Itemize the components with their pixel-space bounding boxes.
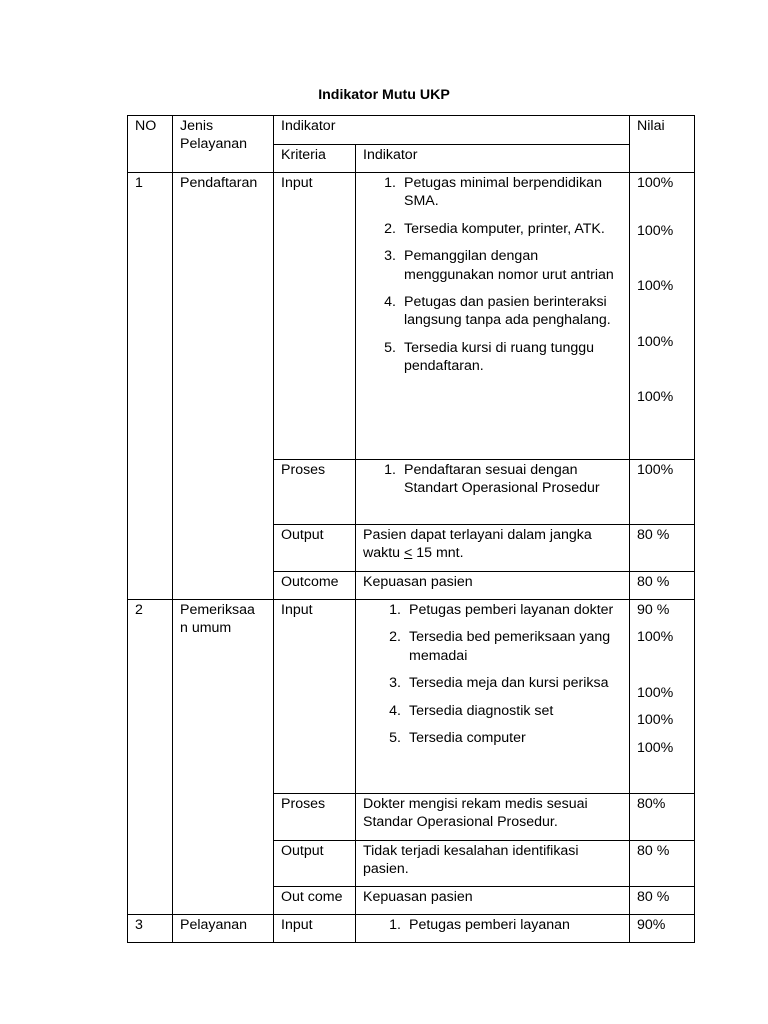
row-kriteria: Input xyxy=(274,173,356,460)
row-jenis: Pelayanan xyxy=(173,915,274,943)
row-no: 1 xyxy=(128,173,173,600)
list-item: 1. Petugas minimal berpendidikan SMA. xyxy=(384,175,602,210)
row-no: 3 xyxy=(128,915,173,943)
row-kriteria: Proses xyxy=(274,794,356,841)
list-item: 3. Pemanggilan dengan menggunakan nomor urut antrian xyxy=(384,248,614,283)
less-equal-symbol: < xyxy=(404,545,413,562)
row-nilai: 80 % xyxy=(630,572,695,600)
row-nilai: 80 % xyxy=(630,525,695,572)
header-nilai: Nilai xyxy=(630,116,695,173)
row-jenis: Pemeriksaa n umum xyxy=(173,600,274,915)
row-indikator-list xyxy=(356,915,630,943)
list-item: 5. Tersedia computer xyxy=(389,730,526,747)
row-nilai: 80 % xyxy=(630,887,695,915)
row-kriteria: Outcome xyxy=(274,572,356,600)
header-indikator: Indikator xyxy=(356,145,630,173)
row-nilai: 80% xyxy=(630,794,695,841)
row-nilai: 80 % xyxy=(630,841,695,887)
header-row xyxy=(128,116,695,145)
row-nilai: 100% 100% 100% 100% 100% xyxy=(630,173,695,460)
header-indikator-group: Indikator xyxy=(274,116,630,145)
list-item: 2. Tersedia komputer, printer, ATK. xyxy=(384,220,605,237)
row-kriteria: Out come xyxy=(274,887,356,915)
row-nilai: 90% xyxy=(630,915,695,943)
row-indikator-list xyxy=(356,173,630,460)
row-indikator: Dokter mengisi rekam medis sesuai Standar Operasional Prosedur. xyxy=(356,794,630,841)
row-nilai: 90 % 100% 100% 100% 100% xyxy=(630,600,695,794)
header-jenis-pelayanan: Jenis Pelayanan xyxy=(173,116,274,173)
document-title: Indikator Mutu UKP xyxy=(318,87,450,103)
table-row xyxy=(128,173,695,460)
row-indikator: Tidak terjadi kesalahan identifikasi pasien. xyxy=(356,841,630,887)
row-no: 2 xyxy=(128,600,173,915)
row-kriteria: Input xyxy=(274,915,356,943)
row-indikator: Kepuasan pasien xyxy=(356,887,630,915)
list-item: 1. Petugas pemberi layanan xyxy=(389,917,570,933)
list-item: 3. Tersedia meja dan kursi periksa xyxy=(389,675,609,692)
list-item: 4. Petugas dan pasien berinteraksi langsung tanpa ada penghalang. xyxy=(384,294,611,329)
row-indikator-list xyxy=(356,460,630,525)
list-item: 5. Tersedia kursi di ruang tunggu pendaftaran. xyxy=(384,339,595,375)
list-item: 2. Tersedia bed pemeriksaan yang memadai xyxy=(389,629,611,664)
table-row xyxy=(128,600,695,794)
list-item: 1. Pendaftaran sesuai dengan Standart Operasional Prosedur xyxy=(384,462,600,497)
row-kriteria: Proses xyxy=(274,460,356,525)
header-kriteria: Kriteria xyxy=(274,145,356,173)
indicator-table xyxy=(127,115,695,943)
row-indikator-list xyxy=(356,600,630,794)
row-indikator: Pasien dapat terlayani dalam jangka waktu < 15 mnt. xyxy=(356,525,630,572)
row-jenis: Pendaftaran xyxy=(173,173,274,600)
row-nilai: 100% xyxy=(630,460,695,525)
list-item: 1. Petugas pemberi layanan dokter xyxy=(389,602,614,618)
row-kriteria: Output xyxy=(274,525,356,572)
list-item: 4. Tersedia diagnostik set xyxy=(389,702,554,719)
header-no: NO xyxy=(128,116,173,173)
row-indikator: Kepuasan pasien xyxy=(356,572,630,600)
table-row xyxy=(128,915,695,943)
row-kriteria: Input xyxy=(274,600,356,794)
row-kriteria: Output xyxy=(274,841,356,887)
